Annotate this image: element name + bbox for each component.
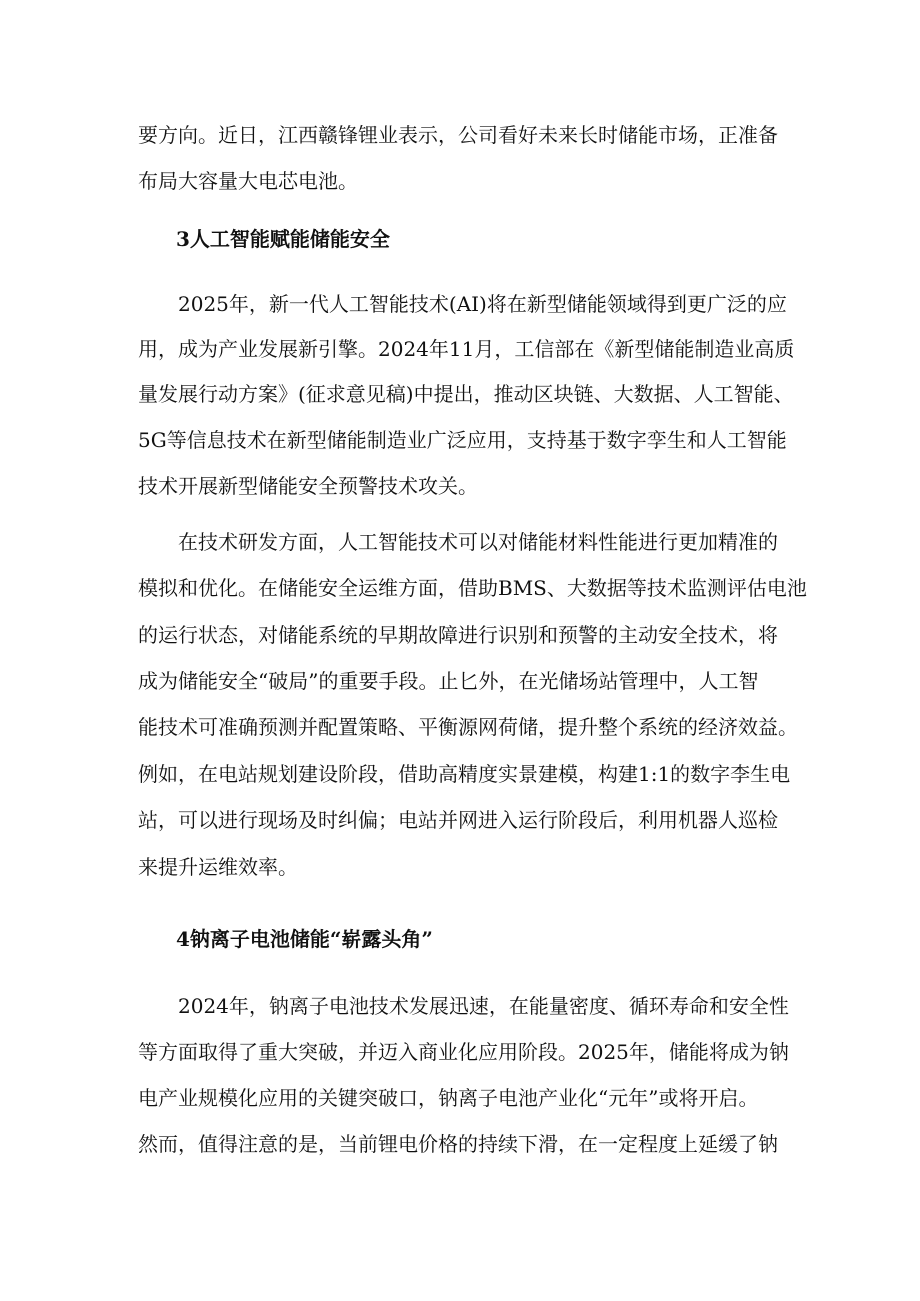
paragraph-line: 要方向。近日，江西赣锋锂业表示，公司看好未来长时储能市场，正准备 xyxy=(138,123,778,147)
paragraph-line: 然而，值得注意的是，当前锂电价格的持续下滑，在一定程度上延缓了钠 xyxy=(138,1132,778,1156)
paragraph-line: 量发展行动方案》(征求意见稿)中提出，推动区块链、大数据、人工智能、 xyxy=(138,382,794,406)
paragraph-line: 的运行状态，对储能系统的早期故障进行识别和预警的主动安全技术，将 xyxy=(138,623,778,647)
paragraph-line: 2024年，钠离子电池技术发展迅速，在能量密度、循环寿命和安全性 xyxy=(138,994,789,1018)
paragraph-line: 等方面取得了重大突破，并迈入商业化应用阶段。2025年，储能将成为钠 xyxy=(138,1040,789,1064)
paragraph-line: 模拟和优化。在储能安全运维方面，借助BMS、大数据等技术监测评估电池 xyxy=(138,576,807,600)
paragraph-line: 能技术可准确预测并配置策略、平衡源网荷储，提升整个系统的经济效益。 xyxy=(138,715,798,739)
paragraph-line: 站，可以进行现场及时纠偏；电站并网进入运行阶段后，利用机器人巡检 xyxy=(138,808,778,832)
paragraph-line: 在技术研发方面，人工智能技术可以对储能材料性能进行更加精准的 xyxy=(138,530,778,554)
paragraph-line: 布局大容量大电芯电池。 xyxy=(138,169,358,193)
paragraph-line: 5G等信息技术在新型储能制造业广泛应用，支持基于数字孪生和人工智能 xyxy=(138,428,787,452)
paragraph-line: 来提升运维效率。 xyxy=(138,855,298,879)
paragraph-line: 成为储能安全“破局”的重要手段。止匕外，在光储场站管理中，人工智 xyxy=(138,669,759,693)
paragraph-line: 用，成为产业发展新引擎。2024年11月，工信部在《新型储能制造业高质 xyxy=(138,337,795,361)
paragraph-line: 电产业规模化应用的关键突破口，钠离子电池产业化“元年”或将开启。 xyxy=(138,1086,759,1110)
section-heading: 3人工智能赋能储能安全 xyxy=(176,227,390,251)
paragraph-line: 例如，在电站规划建设阶段，借助高精度实景建模，构建1:1的数字李生电 xyxy=(138,762,791,786)
section-heading: 4钠离子电池储能“崭露头角” xyxy=(176,927,433,951)
paragraph-line: 技术开展新型储能安全预警技术攻关。 xyxy=(138,474,478,498)
paragraph-line: 2025年，新一代人工智能技术(AI)将在新型储能领域得到更广泛的应 xyxy=(138,292,787,316)
